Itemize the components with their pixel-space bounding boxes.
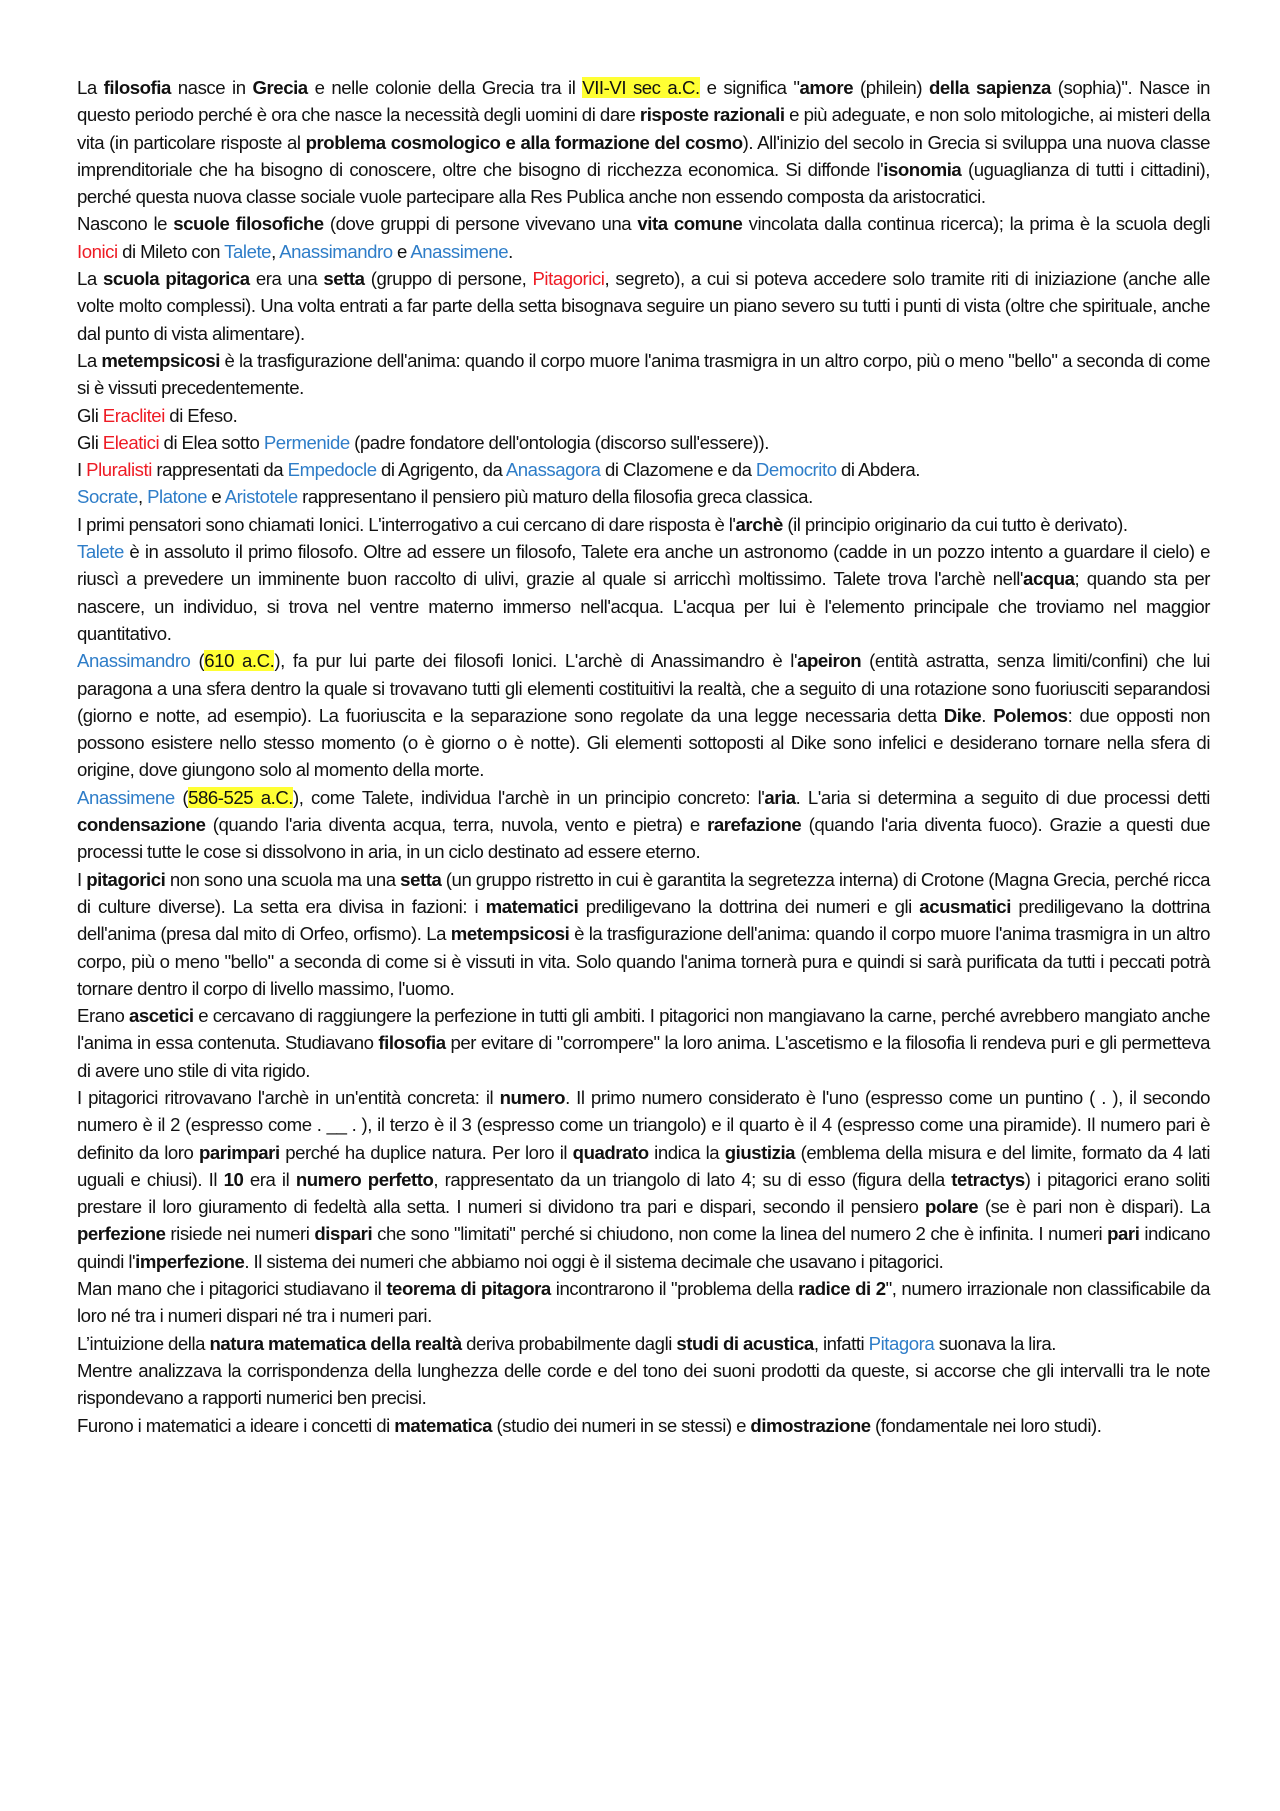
text-run: . Il sistema dei numeri che abbiamo noi oggi è il sistema decimale che usavano i pitagorici. — [244, 1250, 944, 1272]
bold-term: filosofia — [378, 1032, 446, 1054]
text-run: rappresentano il pensiero più maturo della filosofia greca classica. — [297, 486, 813, 508]
philosopher-name: Pitagora — [868, 1332, 935, 1354]
bold-term: numero — [499, 1086, 566, 1108]
paragraph — [77, 1330, 1210, 1357]
paragraph — [77, 784, 1210, 866]
text-run: , infatti — [813, 1332, 869, 1354]
bold-term: polare — [925, 1196, 979, 1218]
text-run: (emblema della misura e del limite, formato da 4 lati uguali e chiusi). Il — [77, 1141, 1211, 1190]
text-run: Nascono le — [77, 213, 174, 235]
philosopher-name: Anassagora — [505, 459, 601, 481]
philosopher-name: Talete — [224, 240, 272, 262]
bold-term: Dike — [943, 704, 982, 726]
school-name: Pitagorici — [532, 268, 605, 290]
text-run: (un gruppo ristretto in cui è garantita la segretezza interna) di Crotone (Magna Grecia, perché ricca di culture diverse). La setta era divisa in fazioni: i — [77, 868, 1210, 917]
paragraph — [77, 866, 1210, 1002]
philosopher-name: Anassimene — [410, 240, 509, 262]
bold-term: scuola pitagorica — [102, 268, 250, 290]
paragraph — [77, 1357, 1210, 1412]
text-run: (uguaglianza di tutti i cittadini), perché questa nuova classe sociale vuole partecipare alla Res Publica anche non essendo composta da aristocratici. — [77, 158, 1210, 208]
philosopher-name: Anassimandro — [77, 650, 191, 672]
bold-term: matematici — [485, 895, 579, 917]
bold-term: parimpari — [199, 1141, 280, 1163]
bold-term: metempsicosi — [101, 349, 220, 371]
text-run: ) i pitagorici erano soliti prestare il loro giuramento di fedeltà alla setta. I numeri si dividono tra pari e dispari, secondo il pensiero — [77, 1168, 1210, 1218]
text-run: Mentre analizzava la corrispondenza della lunghezza delle corde e del tono dei suoni prodotti da queste, si accorse che gli intervalli tra le note rispondevano a rapporti numerici ben precisi. — [77, 1359, 1210, 1409]
text-run: ; quando sta per nascere, un individuo, si trova nel ventre materno immerso nell'acqua. L'acqua per lui è l'elemento principale che troviamo nel maggior quantitativo. — [77, 568, 1210, 644]
philosopher-name: Anassimene — [77, 786, 175, 808]
text-run: La — [77, 268, 103, 290]
bold-term: dimostrazione — [750, 1414, 871, 1436]
philosopher-name: Empedocle — [287, 459, 377, 481]
bold-term: quadrato — [572, 1141, 649, 1163]
bold-term: pari — [1107, 1223, 1140, 1245]
text-run: ), fa pur lui parte dei filosofi Ionici. L'archè di Anassimandro è l' — [274, 650, 798, 672]
highlighted-date: VII-VI sec a.C. — [582, 77, 700, 98]
philosopher-name: Socrate — [77, 486, 138, 508]
bold-term: perfezione — [77, 1223, 166, 1245]
paragraph — [77, 74, 1210, 210]
text-run: nasce in — [170, 77, 253, 98]
highlighted-date: 586-525 a.C. — [188, 786, 294, 808]
bold-term: imperfezione — [135, 1250, 245, 1272]
text-run: (entità astratta, senza limiti/confini) che lui paragona a una sfera dentro la quale si trovavano tutti gli elementi costituitivi la realtà, che a seguito di una rotazione sono fuoriusciti separandosi (giorno e notte, ad esempio). La fuoriuscita e la separazione sono regolate da una legge necessaria detta — [77, 650, 1210, 726]
paragraph — [77, 456, 1210, 483]
text-run: I primi pensatori sono chiamati Ionici. L'interrogativo a cui cercano di dare risposta è l' — [77, 513, 736, 535]
document-body — [77, 74, 1210, 1439]
bold-term: aria — [764, 786, 796, 808]
text-run: e nelle colonie della Grecia tra il — [307, 77, 583, 98]
text-run: , — [271, 240, 280, 262]
text-run: era una — [249, 268, 324, 290]
paragraph — [77, 483, 1210, 510]
bold-term: problema cosmologico e alla formazione del cosmo — [305, 131, 743, 153]
school-name: Eraclitei — [102, 404, 165, 426]
text-run: ", numero irrazionale non classificabile da loro né tra i numeri dispari né tra i numeri pari. — [77, 1278, 1210, 1327]
bold-term: setta — [323, 268, 365, 290]
text-run: . — [508, 240, 513, 262]
bold-term: amore — [799, 77, 854, 98]
text-run: La — [77, 349, 102, 371]
bold-term: Grecia — [252, 77, 308, 98]
school-name: Pluralisti — [86, 459, 152, 481]
bold-term: metempsicosi — [450, 923, 570, 945]
text-run: I — [77, 868, 87, 890]
bold-term: giustizia — [724, 1141, 796, 1163]
text-run: , rappresentato da un triangolo di lato 4; su di esso (figura della — [433, 1168, 952, 1190]
text-run: indica la — [648, 1141, 725, 1163]
text-run: che sono "limitati" perché si chiudono, non come la linea del numero 2 che è infinita. I numeri — [372, 1223, 1108, 1245]
bold-term: studi di acustica — [676, 1332, 814, 1354]
text-run: (padre fondatore dell'ontologia (discorso sull'essere)). — [349, 431, 769, 453]
text-run: deriva probabilmente dagli — [461, 1332, 677, 1354]
text-run: ), come Talete, individua l'archè in un principio concreto: l' — [293, 786, 765, 808]
text-run: . L'aria si determina a seguito di due processi detti — [795, 786, 1210, 808]
paragraph — [77, 429, 1210, 456]
text-run: di Clazomene e da — [600, 459, 756, 481]
text-run: (il principio originario da cui tutto è derivato). — [782, 513, 1128, 535]
philosopher-name: Aristotele — [224, 486, 298, 508]
text-run: ( — [190, 650, 205, 672]
text-run: e più adeguate, e non solo mitologiche, ai misteri della vita (in particolare risposte al — [77, 104, 1210, 153]
text-run: I — [77, 459, 87, 481]
text-run: (quando l'aria diventa fuoco). Grazie a questi due processi tutte le cose si dissolvono in aria, in un ciclo destinato ad essere eterno. — [77, 814, 1210, 863]
text-run: ). All'inizio del secolo in Grecia si sviluppa una nuova classe imprenditoriale che ha bisogno di conoscere, oltre che bisogno di ricchezza economica. Si diffonde l' — [77, 131, 1210, 180]
text-run: . — [981, 704, 994, 726]
philosopher-name: Permenide — [263, 431, 350, 453]
bold-term: teorema di pitagora — [386, 1278, 551, 1300]
bold-term: radice di 2 — [798, 1278, 886, 1300]
text-run: prediligevano la dottrina dei numeri e gli — [578, 895, 920, 917]
text-run: (studio dei numeri in se stessi) e — [492, 1414, 751, 1436]
paragraph — [77, 210, 1210, 265]
text-run: perché ha duplice natura. Per loro il — [279, 1141, 573, 1163]
bold-term: dispari — [314, 1223, 373, 1245]
text-run: è in assoluto il primo filosofo. Oltre ad essere un filosofo, Talete era anche un astronomo (cadde in un pozzo intento a guardare il cielo) e riuscì a prevedere un imminente buon raccolto di ulivi, grazie al quale si arricchì moltissimo. Talete trova l'archè nell' — [77, 541, 1210, 590]
text-run: Erano — [77, 1005, 129, 1027]
bold-term: condensazione — [77, 814, 206, 836]
bold-term: tetractys — [951, 1168, 1025, 1190]
text-run: (fondamentale nei loro studi). — [870, 1414, 1102, 1436]
text-run: (gruppo di persone, — [364, 268, 533, 290]
paragraph — [77, 265, 1210, 347]
text-run: . Il primo numero considerato è l'uno (espresso come un puntino ( . ), il secondo numero è il 2 (espresso come . __ . ), il terzo è il 3 (espresso come un triangolo) e il quarto è il 4 (espresso come una piramide). Il numero pari è definito da loro — [77, 1086, 1211, 1163]
text-run: (sophia)". Nasce in questo periodo perché è ora che nasce la necessità degli uomini di dare — [77, 77, 1211, 126]
bold-term: acqua — [1023, 568, 1075, 590]
text-run: , segreto), a cui si poteva accedere solo tramite riti di iniziazione (anche alle volte molto complessi). Una volta entrati a far parte della setta bisognava seguire un piano severo su tutti i punti di vista (oltre che spirituale, anche dal punto di vista alimentare). — [77, 268, 1210, 344]
philosopher-name: Talete — [77, 541, 124, 563]
bold-term: acusmatici — [919, 895, 1011, 917]
bold-term: numero perfetto — [295, 1168, 434, 1190]
text-run: di Abdera. — [836, 459, 920, 481]
bold-term: risposte razionali — [639, 104, 785, 126]
text-run: e significa " — [699, 77, 800, 98]
paragraph — [77, 1002, 1210, 1084]
text-run: di Elea sotto — [159, 431, 264, 453]
paragraph — [77, 1275, 1210, 1330]
text-run: è la trasfigurazione dell'anima: quando il corpo muore l'anima trasmigra in un altro corpo, più o meno "bello" a seconda di come si è vissuti in vita. Solo quando l'anima tornerà pura e quindi si sarà purificata da tutti i peccati potrà tornare dentro il corpo di livello massimo, l'uomo. — [77, 923, 1211, 999]
text-run: ( — [174, 786, 189, 808]
philosopher-name: Anassimandro — [279, 240, 393, 262]
text-run: e — [392, 240, 411, 262]
text-run: Furono i matematici a ideare i concetti di — [77, 1414, 395, 1436]
bold-term: natura matematica della realtà — [209, 1332, 462, 1354]
text-run: Gli — [77, 404, 103, 426]
bold-term: isonomia — [883, 158, 962, 180]
text-run: , — [137, 486, 148, 508]
text-run: (dove gruppi di persone vivevano una — [323, 213, 638, 235]
text-run: : due opposti non possono esistere nello stesso momento (o è giorno o è notte). Gli elementi sottoposti al Dike sono infelici e desiderano tornare nella sfera di origine, dove giungono solo al momento della morte. — [77, 704, 1211, 781]
text-run: Man mano che i pitagorici studiavano il — [77, 1278, 387, 1300]
paragraph — [77, 538, 1210, 647]
text-run: di Mileto con — [117, 240, 225, 262]
text-run: di Agrigento, da — [376, 459, 506, 481]
text-run: e cercavano di raggiungere la perfezione in tutti gli ambiti. I pitagorici non mangiavano la carne, perché avrebbero mangiato anche l'anima in essa contenuta. Studiavano — [77, 1005, 1210, 1054]
paragraph — [77, 511, 1210, 538]
text-run: rappresentati da — [151, 459, 288, 481]
paragraph — [77, 347, 1210, 402]
text-run: era il — [243, 1168, 296, 1190]
paragraph — [77, 1412, 1210, 1439]
bold-term: 10 — [223, 1168, 244, 1190]
bold-term: Polemos — [993, 704, 1068, 726]
text-run: L’intuizione della — [77, 1332, 210, 1354]
paragraph — [77, 1084, 1210, 1275]
bold-term: archè — [735, 513, 783, 535]
text-run: non sono una scuola ma una — [165, 868, 401, 890]
text-run: risiede nei numeri — [165, 1223, 315, 1245]
paragraph — [77, 647, 1210, 783]
text-run: (philein) — [853, 77, 929, 98]
bold-term: vita comune — [637, 213, 743, 235]
bold-term: filosofia — [103, 77, 171, 98]
philosopher-name: Democrito — [755, 459, 837, 481]
bold-term: matematica — [394, 1414, 493, 1436]
text-run: (quando l'aria diventa acqua, terra, nuvola, vento e pietra) e — [205, 814, 708, 836]
highlighted-date: 610 a.C. — [204, 650, 275, 672]
text-run: suonava la lira. — [934, 1332, 1056, 1354]
text-run: La — [77, 77, 104, 98]
text-run: e — [207, 486, 225, 508]
school-name: Eleatici — [102, 431, 160, 453]
text-run: I pitagorici ritrovavano l'archè in un'entità concreta: il — [77, 1086, 500, 1108]
text-run: vincolata dalla continua ricerca); la prima è la scuola degli — [742, 213, 1210, 235]
school-name: Ionici — [77, 240, 118, 262]
text-run: incontrarono il "problema della — [550, 1278, 799, 1300]
text-run: prediligevano la dottrina dell'anima (presa dal mito di Orfeo, orfismo). La — [77, 895, 1210, 945]
bold-term: setta — [400, 868, 442, 890]
bold-term: rarefazione — [707, 814, 802, 836]
text-run: (se è pari non è dispari). La — [978, 1196, 1210, 1218]
text-run: è la trasfigurazione dell'anima: quando il corpo muore l'anima trasmigra in un altro corpo, più o meno "bello" a seconda di come si è vissuti precedentemente. — [77, 349, 1210, 399]
text-run: indicano quindi l' — [77, 1223, 1210, 1272]
text-run: Gli — [77, 431, 103, 453]
bold-term: apeiron — [797, 650, 862, 672]
bold-term: scuole filosofiche — [173, 213, 324, 235]
philosopher-name: Platone — [147, 486, 207, 508]
text-run: di Efeso. — [164, 404, 238, 426]
bold-term: della sapienza — [928, 77, 1051, 98]
paragraph — [77, 402, 1210, 429]
bold-term: ascetici — [128, 1005, 194, 1027]
text-run: per evitare di "corrompere" la loro anima. L'ascetismo e la filosofia li rendeva puri e gli permetteva di avere uno stile di vita rigido. — [77, 1032, 1210, 1081]
bold-term: pitagorici — [86, 868, 166, 890]
